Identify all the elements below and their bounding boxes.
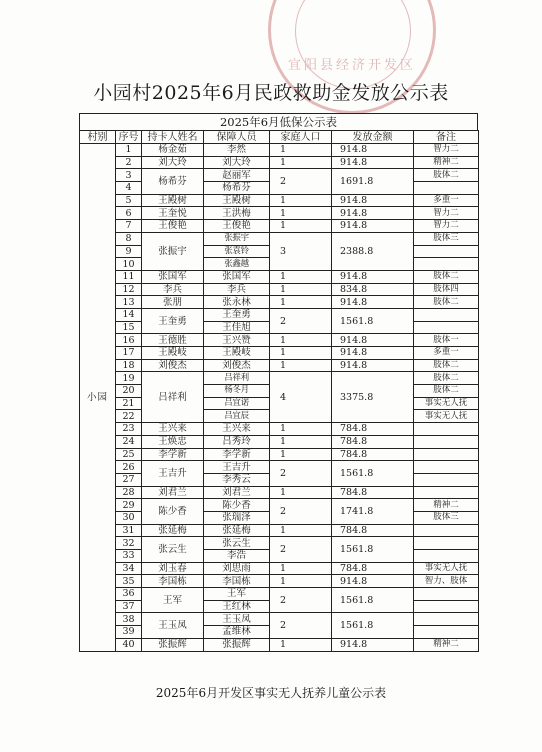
amount-cell: 914.8 [332,334,414,347]
beneficiary-cell: 吕秀玲 [204,435,270,448]
table-row [80,524,479,537]
note-cell: 智力、肢体 [414,575,479,588]
table-row [80,283,479,296]
header-card-holder: 持卡人姓名 [142,131,204,144]
table-subtitle: 2025年6月低保公示表 [79,113,478,130]
note-cell: 智力二 [414,144,479,157]
card-holder-cell: 王奎悦 [142,207,204,220]
seq-cell: 25 [116,448,142,461]
household-cell: 2 [270,169,332,194]
seq-cell: 22 [116,410,142,423]
beneficiary-cell: 王殿岐 [204,347,270,360]
seq-cell: 27 [116,473,142,486]
note-cell: 肢体四 [414,283,479,296]
household-cell: 1 [270,423,332,436]
card-holder-cell: 陈少香 [142,499,204,524]
card-holder-cell: 张延梅 [142,524,204,537]
seq-cell: 36 [116,588,142,601]
beneficiary-cell: 王奎勇 [204,308,270,321]
household-cell: 4 [270,372,332,423]
seq-cell: 12 [116,283,142,296]
card-holder-cell: 刘玉春 [142,562,204,575]
beneficiary-cell: 张瑞泽 [204,511,270,524]
table-row [80,296,479,309]
seq-cell: 35 [116,575,142,588]
beneficiary-cell: 张振宇 [204,232,270,245]
table-row [80,423,479,436]
next-section-title: 2025年6月开发区事实无人抚养儿童公示表 [155,686,387,700]
household-cell: 1 [270,524,332,537]
note-cell: 事实无人抚 [414,562,479,575]
amount-cell: 914.8 [332,359,414,372]
beneficiary-cell: 陈少香 [204,499,270,512]
amount-cell: 1691.8 [332,169,414,194]
seq-cell: 7 [116,220,142,233]
note-cell [414,448,479,461]
note-cell [414,258,479,271]
note-cell: 精神二 [414,638,479,651]
table-row [80,220,479,233]
note-cell: 肢体一 [414,334,479,347]
beneficiary-cell: 王兴来 [204,423,270,436]
note-cell [414,486,479,499]
seq-cell: 6 [116,207,142,220]
amount-cell: 3375.8 [332,372,414,423]
seq-cell: 30 [116,511,142,524]
seq-cell: 9 [116,245,142,258]
table-row [80,334,479,347]
note-cell [414,537,479,550]
seq-cell: 31 [116,524,142,537]
seq-cell: 32 [116,537,142,550]
amount-cell: 1741.8 [332,499,414,524]
village-cell: 小园 [80,144,116,652]
note-cell [414,626,479,639]
beneficiary-cell: 张鑫越 [204,258,270,271]
household-cell: 1 [270,283,332,296]
beneficiary-cell: 吕祥利 [204,372,270,385]
note-cell [414,308,479,321]
seq-cell: 19 [116,372,142,385]
beneficiary-cell: 王红林 [204,600,270,613]
card-holder-cell: 张振辉 [142,638,204,651]
table-row [80,562,479,575]
card-holder-cell: 吕祥利 [142,372,204,423]
note-cell: 肢体二 [414,385,479,398]
seq-cell: 23 [116,423,142,436]
note-cell: 多重一 [414,347,479,360]
household-cell: 1 [270,156,332,169]
header-seq: 序号 [116,131,142,144]
household-cell: 2 [270,588,332,613]
household-cell: 1 [270,575,332,588]
header-village: 村别 [80,131,116,144]
card-holder-cell: 王焕忠 [142,435,204,448]
card-holder-cell: 王奎勇 [142,308,204,333]
note-cell: 精神二 [414,156,479,169]
seq-cell: 33 [116,550,142,563]
household-cell: 1 [270,334,332,347]
seq-cell: 14 [116,308,142,321]
note-cell [414,588,479,601]
header-beneficiary: 保障人员 [204,131,270,144]
header-amount: 发放金额 [332,131,414,144]
page-title: 小园村2025年6月民政救助金发放公示表 [93,82,449,104]
household-cell: 1 [270,207,332,220]
table-row [80,575,479,588]
seq-cell: 39 [116,626,142,639]
table-row [80,207,479,220]
household-cell: 1 [270,359,332,372]
household-cell: 1 [270,486,332,499]
amount-cell: 784.8 [332,423,414,436]
table-row [80,461,479,474]
beneficiary-cell: 王殿树 [204,194,270,207]
table-row [80,448,479,461]
table-row [80,169,479,182]
table-row [80,308,479,321]
card-holder-cell: 王玉凤 [142,613,204,638]
card-holder-cell: 王德胜 [142,334,204,347]
seq-cell: 21 [116,397,142,410]
seq-cell: 13 [116,296,142,309]
note-cell: 精神二 [414,499,479,512]
table-row [80,232,479,245]
note-cell [414,321,479,334]
amount-cell: 1561.8 [332,588,414,613]
card-holder-cell: 李国栋 [142,575,204,588]
amount-cell: 784.8 [332,524,414,537]
beneficiary-cell: 王佳旭 [204,321,270,334]
amount-cell: 914.8 [332,347,414,360]
seq-cell: 28 [116,486,142,499]
amount-cell: 914.8 [332,296,414,309]
amount-cell: 914.8 [332,194,414,207]
card-holder-cell: 王殿岐 [142,347,204,360]
note-cell [414,600,479,613]
amount-cell: 1561.8 [332,308,414,333]
card-holder-cell: 张朋 [142,296,204,309]
seq-cell: 34 [116,562,142,575]
beneficiary-cell: 赵丽军 [204,169,270,182]
note-cell: 肢体二 [414,296,479,309]
note-cell [414,550,479,563]
card-holder-cell: 刘大玲 [142,156,204,169]
table-row [80,347,479,360]
household-cell: 1 [270,144,332,157]
amount-cell: 784.8 [332,486,414,499]
subsidy-table-section [79,113,478,652]
household-cell: 2 [270,537,332,562]
header-household: 家庭人口 [270,131,332,144]
note-cell: 多重一 [414,194,479,207]
table-header-row [80,131,479,144]
note-cell: 事实无人抚 [414,397,479,410]
household-cell: 3 [270,232,332,270]
beneficiary-cell: 吕宜诺 [204,397,270,410]
subsidy-table [79,130,479,652]
household-cell: 1 [270,638,332,651]
beneficiary-cell: 孟维林 [204,626,270,639]
household-cell: 1 [270,270,332,283]
beneficiary-cell: 王吉升 [204,461,270,474]
amount-cell: 914.8 [332,220,414,233]
beneficiary-cell: 王玉凤 [204,613,270,626]
note-cell: 肢体二 [414,270,479,283]
household-cell: 2 [270,613,332,638]
table-row [80,588,479,601]
amount-cell: 784.8 [332,448,414,461]
table-row [80,499,479,512]
beneficiary-cell: 李秀云 [204,473,270,486]
note-cell: 事实无人抚 [414,410,479,423]
seq-cell: 8 [116,232,142,245]
table-row [80,537,479,550]
beneficiary-cell: 李浩 [204,550,270,563]
card-holder-cell: 李兵 [142,283,204,296]
household-cell: 1 [270,194,332,207]
table-row [80,486,479,499]
seq-cell: 1 [116,144,142,157]
card-holder-cell: 张国军 [142,270,204,283]
household-cell: 1 [270,296,332,309]
seq-cell: 10 [116,258,142,271]
table-row [80,156,479,169]
card-holder-cell: 王吉升 [142,461,204,486]
seq-cell: 16 [116,334,142,347]
amount-cell: 784.8 [332,435,414,448]
beneficiary-cell: 王洪梅 [204,207,270,220]
amount-cell: 2388.8 [332,232,414,270]
table-row [80,194,479,207]
note-cell [414,461,479,474]
household-cell: 1 [270,220,332,233]
seq-cell: 15 [116,321,142,334]
beneficiary-cell: 张延梅 [204,524,270,537]
card-holder-cell: 王兴来 [142,423,204,436]
household-cell: 1 [270,562,332,575]
table-row [80,359,479,372]
note-cell [414,613,479,626]
seq-cell: 37 [116,600,142,613]
amount-cell: 1561.8 [332,537,414,562]
beneficiary-cell: 李兵 [204,283,270,296]
beneficiary-cell: 刘君兰 [204,486,270,499]
household-cell: 2 [270,461,332,486]
table-row [80,638,479,651]
beneficiary-cell: 刘思雨 [204,562,270,575]
seq-cell: 4 [116,182,142,195]
note-cell: 肢体二 [414,372,479,385]
beneficiary-cell: 刘大玲 [204,156,270,169]
amount-cell: 914.8 [332,207,414,220]
table-row [80,270,479,283]
table-row [80,613,479,626]
seq-cell: 26 [116,461,142,474]
beneficiary-cell: 王军 [204,588,270,601]
household-cell: 2 [270,499,332,524]
amount-cell: 1561.8 [332,613,414,638]
seq-cell: 40 [116,638,142,651]
seq-cell: 2 [116,156,142,169]
household-cell: 1 [270,448,332,461]
household-cell: 1 [270,435,332,448]
card-holder-cell: 杨希芬 [142,169,204,194]
note-cell: 肢体三 [414,232,479,245]
household-cell: 1 [270,347,332,360]
card-holder-cell: 李学新 [142,448,204,461]
beneficiary-cell: 张云生 [204,537,270,550]
amount-cell: 914.8 [332,156,414,169]
seal-inner-ring [295,0,411,89]
table-row [80,435,479,448]
header-note: 备注 [414,131,479,144]
amount-cell: 1561.8 [332,461,414,486]
beneficiary-cell: 王兴赞 [204,334,270,347]
amount-cell: 784.8 [332,562,414,575]
seq-cell: 38 [116,613,142,626]
note-cell [414,423,479,436]
card-holder-cell: 王俊艳 [142,220,204,233]
card-holder-cell: 王殿树 [142,194,204,207]
beneficiary-cell: 刘俊杰 [204,359,270,372]
seq-cell: 18 [116,359,142,372]
note-cell: 智力二 [414,207,479,220]
seq-cell: 29 [116,499,142,512]
amount-cell: 914.8 [332,638,414,651]
card-holder-cell: 张振宇 [142,232,204,270]
beneficiary-cell: 杨冬月 [204,385,270,398]
card-holder-cell: 王军 [142,588,204,613]
note-cell [414,182,479,195]
note-cell [414,473,479,486]
table-row [80,144,479,157]
note-cell: 肢体三 [414,511,479,524]
seal-text: 宜阳县经济开发区 [287,58,416,73]
note-cell: 肢体二 [414,169,479,182]
amount-cell: 914.8 [332,144,414,157]
note-cell [414,245,479,258]
amount-cell: 914.8 [332,270,414,283]
card-holder-cell: 张云生 [142,537,204,562]
beneficiary-cell: 王俊艳 [204,220,270,233]
beneficiary-cell: 张国军 [204,270,270,283]
beneficiary-cell: 吕宜辰 [204,410,270,423]
beneficiary-cell: 杨希芬 [204,182,270,195]
seq-cell: 24 [116,435,142,448]
card-holder-cell: 刘俊杰 [142,359,204,372]
note-cell: 肢体二 [414,359,479,372]
card-holder-cell: 刘君兰 [142,486,204,499]
amount-cell: 834.8 [332,283,414,296]
note-cell [414,524,479,537]
beneficiary-cell: 张振辉 [204,638,270,651]
note-cell: 智力二 [414,220,479,233]
household-cell: 2 [270,308,332,333]
table-row [80,372,479,385]
beneficiary-cell: 李学新 [204,448,270,461]
card-holder-cell: 杨金茹 [142,144,204,157]
beneficiary-cell: 张永林 [204,296,270,309]
seq-cell: 5 [116,194,142,207]
beneficiary-cell: 李然 [204,144,270,157]
seq-cell: 3 [116,169,142,182]
beneficiary-cell: 张袁铃 [204,245,270,258]
seq-cell: 11 [116,270,142,283]
seq-cell: 17 [116,347,142,360]
amount-cell: 914.8 [332,575,414,588]
beneficiary-cell: 李国栋 [204,575,270,588]
note-cell [414,435,479,448]
seq-cell: 20 [116,385,142,398]
